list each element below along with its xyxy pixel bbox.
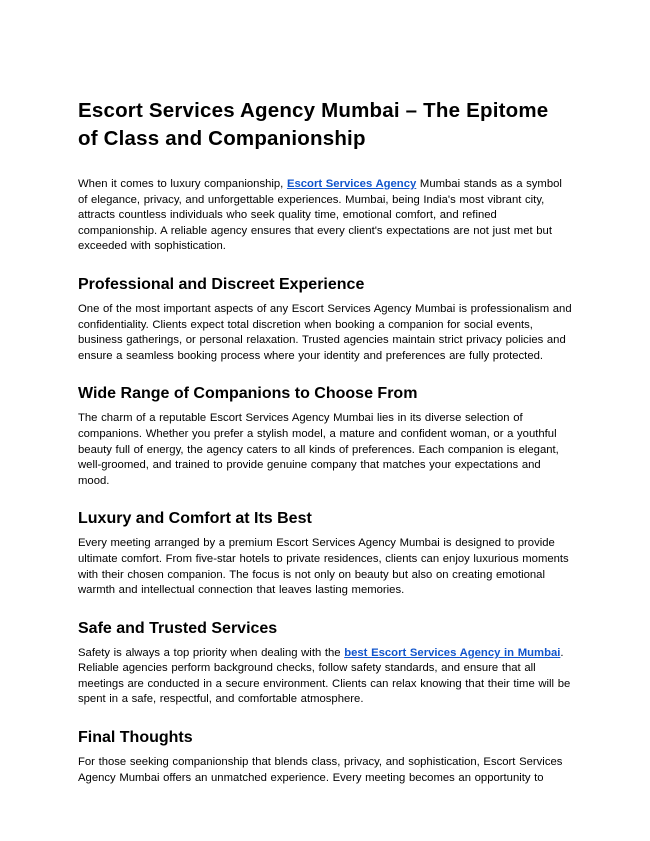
safe-text-before-link: Safety is always a top priority when dealing with the xyxy=(78,646,345,659)
section-safe-trusted xyxy=(78,618,572,708)
section-paragraph: The charm of a reputable Escort Services Agency Mumbai lies in its diverse selection of companions. Whether you prefer a stylish model, a mature and confident woman, or a youthful beauty full of energy, the agency caters to all kinds of preferences. Each companion is elegant, well-groomed, and trained to provide genuine company that matches your expectations and mood. xyxy=(78,412,559,487)
section-final-thoughts xyxy=(78,727,572,786)
section-heading: Luxury and Comfort at Its Best xyxy=(78,510,312,528)
section-paragraph: Every meeting arranged by a premium Escort Services Agency Mumbai is designed to provide ultimate comfort. From five-star hotels to private residences, clients can enjoy luxurious moments with their chosen companion. The focus is not only on beauty but also on creating emotional warmth and intellectual connection that leaves lasting memories. xyxy=(78,537,569,597)
section-heading: Wide Range of Companions to Choose From xyxy=(78,385,418,403)
section-paragraph: For those seeking companionship that blends class, privacy, and sophistication, Escort Services Agency Mumbai offers an unmatched experience. Every meeting becomes an opportunity to xyxy=(78,756,563,784)
intro-text-before-link: When it comes to luxury companionship, xyxy=(78,178,287,190)
section-professional-discreet xyxy=(78,274,572,364)
section-paragraph xyxy=(78,646,572,708)
section-luxury-comfort xyxy=(78,508,572,598)
safe-text-after-link: . Reliable agencies perform background checks, follow safety standards, and ensure that all meetings are conducted in a secure environment. Clients can relax knowing that their time will be spent in a safe, respectful, and comfortable atmosphere. xyxy=(78,646,571,706)
escort-services-agency-link[interactable]: Escort Services Agency xyxy=(286,178,417,190)
section-wide-range xyxy=(78,383,572,489)
section-heading: Safe and Trusted Services xyxy=(78,619,278,637)
intro-paragraph xyxy=(78,177,572,255)
section-heading: Final Thoughts xyxy=(78,729,193,747)
section-heading: Professional and Discreet Experience xyxy=(78,275,365,293)
intro-text-after-link: Mumbai stands as a symbol of elegance, privacy, and unforgettable experiences. Mumbai, being India's most vibrant city, attracts countless individuals who seek quality time, emotional comfort, and refined companionship. A reliable agency ensures that every client's expectations are not just met but exceeded with sophistication. xyxy=(78,178,562,253)
document-title: Escort Services Agency Mumbai – The Epitome of Class and Companionship xyxy=(78,99,549,150)
best-escort-services-agency-link[interactable]: best Escort Services Agency in Mumbai xyxy=(344,646,561,659)
section-paragraph: One of the most important aspects of any Escort Services Agency Mumbai is professionalism and confidentiality. Clients expect total discretion when booking a companion for social events, business gatherings, or personal relaxation. Trusted agencies maintain strict privacy policies and ensure a seamless booking process where your identity and preferences are fully protected. xyxy=(78,302,572,362)
